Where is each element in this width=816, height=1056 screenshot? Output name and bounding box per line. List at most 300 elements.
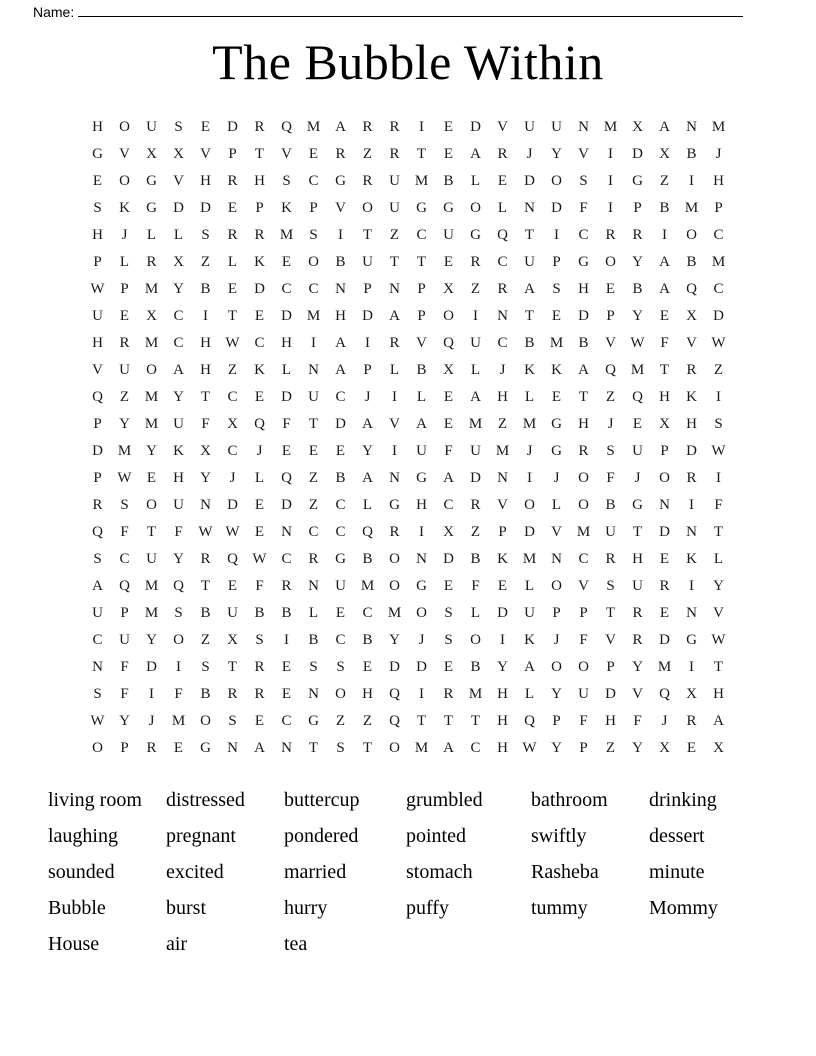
grid-letter[interactable]: L xyxy=(362,497,373,513)
grid-letter[interactable]: F xyxy=(633,713,642,729)
grid-letter[interactable]: Q xyxy=(497,227,508,243)
grid-letter[interactable]: K xyxy=(173,443,184,459)
grid-letter[interactable]: O xyxy=(416,605,427,621)
grid-letter[interactable]: U xyxy=(173,497,184,513)
grid-letter[interactable]: E xyxy=(119,308,130,324)
grid-letter[interactable]: E xyxy=(254,308,265,324)
grid-letter[interactable]: X xyxy=(443,362,454,378)
word-list-item[interactable]: excited xyxy=(166,861,224,883)
grid-letter[interactable]: G xyxy=(443,200,454,216)
grid-letter[interactable]: T xyxy=(443,713,454,729)
grid-letter[interactable]: F xyxy=(444,443,453,459)
grid-letter[interactable]: J xyxy=(607,416,614,432)
grid-letter[interactable]: B xyxy=(578,335,589,351)
grid-letter[interactable]: Y xyxy=(551,686,562,702)
grid-letter[interactable]: W xyxy=(630,335,645,351)
grid-letter[interactable]: D xyxy=(524,524,535,540)
grid-letter[interactable]: K xyxy=(524,632,535,648)
word-list-item[interactable]: puffy xyxy=(406,897,449,919)
grid-letter[interactable]: D xyxy=(227,119,238,135)
grid-letter[interactable]: F xyxy=(201,416,210,432)
grid-letter[interactable]: T xyxy=(524,227,535,243)
grid-letter[interactable]: D xyxy=(470,470,481,486)
grid-letter[interactable]: S xyxy=(201,227,210,243)
grid-letter[interactable]: E xyxy=(227,200,238,216)
grid-letter[interactable]: F xyxy=(120,524,129,540)
grid-letter[interactable]: O xyxy=(146,497,157,513)
grid-letter[interactable]: I xyxy=(662,227,667,243)
grid-letter[interactable]: A xyxy=(92,578,103,594)
word-list-item[interactable]: drinking xyxy=(649,789,717,811)
grid-letter[interactable]: E xyxy=(443,254,454,270)
grid-letter[interactable]: V xyxy=(497,119,508,135)
grid-letter[interactable]: I xyxy=(608,200,613,216)
grid-letter[interactable]: O xyxy=(578,497,589,513)
grid-letter[interactable]: C xyxy=(335,389,346,405)
grid-letter[interactable]: W xyxy=(252,551,267,567)
grid-letter[interactable]: E xyxy=(173,740,184,756)
grid-letter[interactable]: X xyxy=(173,146,184,162)
grid-letter[interactable]: W xyxy=(198,524,213,540)
grid-letter[interactable]: W xyxy=(90,281,105,297)
grid-letter[interactable]: I xyxy=(338,227,343,243)
grid-letter[interactable]: X xyxy=(227,632,238,648)
grid-letter[interactable]: S xyxy=(714,416,723,432)
grid-letter[interactable]: I xyxy=(149,686,154,702)
grid-letter[interactable]: A xyxy=(470,389,481,405)
grid-letter[interactable]: X xyxy=(713,740,724,756)
grid-letter[interactable]: N xyxy=(497,470,508,486)
grid-letter[interactable]: E xyxy=(254,389,265,405)
grid-letter[interactable]: F xyxy=(660,335,669,351)
grid-letter[interactable]: Q xyxy=(389,713,400,729)
grid-letter[interactable]: C xyxy=(281,281,292,297)
word-list-item[interactable]: buttercup xyxy=(284,789,360,811)
grid-letter[interactable]: R xyxy=(146,740,157,756)
grid-letter[interactable]: E xyxy=(308,146,319,162)
grid-letter[interactable]: A xyxy=(524,659,535,675)
grid-letter[interactable]: N xyxy=(686,524,697,540)
grid-letter[interactable]: K xyxy=(254,254,265,270)
grid-letter[interactable]: E xyxy=(335,605,346,621)
grid-letter[interactable]: M xyxy=(630,362,645,378)
grid-letter[interactable]: C xyxy=(335,632,346,648)
grid-letter[interactable]: K xyxy=(686,551,697,567)
grid-letter[interactable]: U xyxy=(524,254,535,270)
grid-letter[interactable]: J xyxy=(553,470,560,486)
grid-letter[interactable]: F xyxy=(579,200,588,216)
word-list-item[interactable]: married xyxy=(284,861,347,883)
grid-letter[interactable]: C xyxy=(308,281,319,297)
grid-letter[interactable]: S xyxy=(93,200,102,216)
grid-letter[interactable]: R xyxy=(497,281,508,297)
grid-letter[interactable]: I xyxy=(284,632,289,648)
grid-letter[interactable]: M xyxy=(711,254,726,270)
grid-letter[interactable]: H xyxy=(713,173,724,189)
grid-letter[interactable]: M xyxy=(468,686,483,702)
grid-letter[interactable]: H xyxy=(713,686,724,702)
grid-letter[interactable]: A xyxy=(443,740,454,756)
grid-letter[interactable]: C xyxy=(92,632,103,648)
grid-letter[interactable]: I xyxy=(689,173,694,189)
grid-letter[interactable]: A xyxy=(578,362,589,378)
grid-letter[interactable]: Q xyxy=(92,389,103,405)
grid-letter[interactable]: I xyxy=(419,119,424,135)
grid-letter[interactable]: H xyxy=(200,335,211,351)
word-list-item[interactable]: swiftly xyxy=(531,825,587,847)
grid-letter[interactable]: V xyxy=(173,173,184,189)
grid-letter[interactable]: K xyxy=(254,362,265,378)
grid-letter[interactable]: W xyxy=(117,470,132,486)
grid-letter[interactable]: E xyxy=(605,281,616,297)
grid-letter[interactable]: V xyxy=(578,146,589,162)
grid-letter[interactable]: O xyxy=(605,254,616,270)
grid-letter[interactable]: R xyxy=(227,173,238,189)
grid-letter[interactable]: T xyxy=(308,740,319,756)
grid-letter[interactable]: N xyxy=(308,578,319,594)
grid-letter[interactable]: M xyxy=(549,335,564,351)
grid-letter[interactable]: A xyxy=(254,740,265,756)
grid-letter[interactable]: A xyxy=(659,254,670,270)
grid-letter[interactable]: M xyxy=(495,443,510,459)
grid-letter[interactable]: T xyxy=(416,146,427,162)
grid-letter[interactable]: T xyxy=(713,524,724,540)
grid-letter[interactable]: U xyxy=(443,227,454,243)
grid-letter[interactable]: G xyxy=(416,470,427,486)
grid-letter[interactable]: I xyxy=(419,686,424,702)
grid-letter[interactable]: Q xyxy=(524,713,535,729)
grid-letter[interactable]: X xyxy=(227,416,238,432)
grid-letter[interactable]: N xyxy=(416,551,427,567)
grid-letter[interactable]: S xyxy=(309,659,318,675)
word-list-item[interactable]: sounded xyxy=(48,861,115,883)
grid-letter[interactable]: H xyxy=(686,416,697,432)
grid-letter[interactable]: J xyxy=(526,146,533,162)
grid-letter[interactable]: M xyxy=(306,308,321,324)
grid-letter[interactable]: U xyxy=(119,632,130,648)
grid-letter[interactable]: U xyxy=(146,119,157,135)
grid-letter[interactable]: E xyxy=(443,119,454,135)
grid-letter[interactable]: F xyxy=(120,659,129,675)
grid-letter[interactable]: W xyxy=(711,335,726,351)
grid-letter[interactable]: Q xyxy=(443,335,454,351)
grid-letter[interactable]: H xyxy=(578,416,589,432)
grid-letter[interactable]: R xyxy=(281,578,292,594)
grid-letter[interactable]: P xyxy=(309,200,318,216)
grid-letter[interactable]: M xyxy=(684,200,699,216)
grid-letter[interactable]: M xyxy=(144,578,159,594)
grid-letter[interactable]: T xyxy=(146,524,157,540)
grid-letter[interactable]: C xyxy=(470,740,481,756)
grid-letter[interactable]: U xyxy=(92,605,103,621)
grid-letter[interactable]: Z xyxy=(497,416,508,432)
grid-letter[interactable]: P xyxy=(93,416,102,432)
grid-letter[interactable]: O xyxy=(362,200,373,216)
grid-letter[interactable]: R xyxy=(146,254,157,270)
grid-letter[interactable]: G xyxy=(416,578,427,594)
grid-letter[interactable]: V xyxy=(389,416,400,432)
grid-letter[interactable]: E xyxy=(281,443,292,459)
grid-letter[interactable]: F xyxy=(120,686,129,702)
grid-letter[interactable]: W xyxy=(225,524,240,540)
word-list-item[interactable]: grumbled xyxy=(406,789,483,811)
grid-letter[interactable]: O xyxy=(389,578,400,594)
grid-letter[interactable]: N xyxy=(389,281,400,297)
grid-letter[interactable]: R xyxy=(308,551,319,567)
grid-letter[interactable]: C xyxy=(281,551,292,567)
grid-letter[interactable]: L xyxy=(173,227,184,243)
grid-letter[interactable]: A xyxy=(713,713,724,729)
grid-letter[interactable]: S xyxy=(552,281,561,297)
grid-letter[interactable]: I xyxy=(392,443,397,459)
grid-letter[interactable]: N xyxy=(578,119,589,135)
grid-letter[interactable]: U xyxy=(416,443,427,459)
grid-letter[interactable]: I xyxy=(554,227,559,243)
grid-letter[interactable]: Q xyxy=(254,416,265,432)
grid-letter[interactable]: D xyxy=(362,308,373,324)
grid-letter[interactable]: D xyxy=(92,443,103,459)
grid-letter[interactable]: P xyxy=(363,281,372,297)
grid-letter[interactable]: C xyxy=(578,551,589,567)
grid-letter[interactable]: B xyxy=(200,281,211,297)
grid-letter[interactable]: S xyxy=(174,119,183,135)
grid-letter[interactable]: M xyxy=(279,227,294,243)
grid-letter[interactable]: D xyxy=(686,443,697,459)
grid-letter[interactable]: Y xyxy=(551,740,562,756)
grid-letter[interactable]: Z xyxy=(470,281,481,297)
grid-letter[interactable]: R xyxy=(686,362,697,378)
grid-letter[interactable]: B xyxy=(281,605,292,621)
grid-letter[interactable]: U xyxy=(227,605,238,621)
grid-letter[interactable]: Y xyxy=(362,443,373,459)
grid-letter[interactable]: S xyxy=(201,659,210,675)
grid-letter[interactable]: J xyxy=(229,470,236,486)
grid-letter[interactable]: I xyxy=(608,173,613,189)
grid-letter[interactable]: P xyxy=(120,740,129,756)
grid-letter[interactable]: D xyxy=(281,497,292,513)
grid-letter[interactable]: M xyxy=(360,578,375,594)
grid-letter[interactable]: M xyxy=(144,416,159,432)
grid-letter[interactable]: E xyxy=(659,605,670,621)
word-list-item[interactable]: House xyxy=(48,933,100,955)
grid-letter[interactable]: R xyxy=(632,605,643,621)
grid-letter[interactable]: C xyxy=(713,281,724,297)
grid-letter[interactable]: H xyxy=(416,497,427,513)
grid-letter[interactable]: M xyxy=(603,119,618,135)
grid-letter[interactable]: Y xyxy=(632,659,643,675)
grid-letter[interactable]: S xyxy=(282,173,291,189)
grid-letter[interactable]: D xyxy=(200,200,211,216)
grid-letter[interactable]: P xyxy=(633,200,642,216)
grid-letter[interactable]: Y xyxy=(389,632,400,648)
grid-letter[interactable]: M xyxy=(468,416,483,432)
grid-letter[interactable]: B xyxy=(416,362,427,378)
grid-letter[interactable]: P xyxy=(552,605,561,621)
grid-letter[interactable]: D xyxy=(551,200,562,216)
grid-letter[interactable]: R xyxy=(362,173,373,189)
grid-letter[interactable]: I xyxy=(176,659,181,675)
grid-letter[interactable]: B xyxy=(605,497,616,513)
grid-letter[interactable]: B xyxy=(335,254,346,270)
grid-letter[interactable]: E xyxy=(254,497,265,513)
grid-letter[interactable]: R xyxy=(443,686,454,702)
grid-letter[interactable]: Y xyxy=(173,389,184,405)
grid-letter[interactable]: Y xyxy=(200,470,211,486)
grid-letter[interactable]: P xyxy=(120,281,129,297)
grid-letter[interactable]: R xyxy=(200,551,211,567)
grid-letter[interactable]: C xyxy=(308,173,319,189)
grid-letter[interactable]: H xyxy=(92,119,103,135)
grid-letter[interactable]: P xyxy=(228,146,237,162)
grid-letter[interactable]: I xyxy=(689,578,694,594)
grid-letter[interactable]: S xyxy=(336,659,345,675)
grid-letter[interactable]: Y xyxy=(119,713,130,729)
grid-letter[interactable]: U xyxy=(335,578,346,594)
grid-letter[interactable]: B xyxy=(443,173,454,189)
grid-letter[interactable]: L xyxy=(227,254,238,270)
grid-letter[interactable]: B xyxy=(200,605,211,621)
grid-letter[interactable]: H xyxy=(605,713,616,729)
grid-letter[interactable]: D xyxy=(659,632,670,648)
grid-letter[interactable]: R xyxy=(227,227,238,243)
grid-letter[interactable]: S xyxy=(309,227,318,243)
word-list-item[interactable]: dessert xyxy=(649,825,705,847)
grid-letter[interactable]: F xyxy=(174,686,183,702)
grid-letter[interactable]: Y xyxy=(632,254,643,270)
grid-letter[interactable]: N xyxy=(686,119,697,135)
word-list-item[interactable]: distressed xyxy=(166,789,245,811)
grid-letter[interactable]: H xyxy=(200,173,211,189)
grid-letter[interactable]: C xyxy=(335,497,346,513)
grid-letter[interactable]: B xyxy=(659,200,670,216)
grid-letter[interactable]: G xyxy=(551,443,562,459)
grid-letter[interactable]: D xyxy=(632,146,643,162)
grid-letter[interactable]: F xyxy=(579,632,588,648)
grid-letter[interactable]: K xyxy=(281,200,292,216)
grid-letter[interactable]: Q xyxy=(92,524,103,540)
grid-letter[interactable]: D xyxy=(389,659,400,675)
word-list-item[interactable]: Bubble xyxy=(48,897,106,919)
grid-letter[interactable]: T xyxy=(200,389,211,405)
grid-letter[interactable]: B xyxy=(308,632,319,648)
grid-letter[interactable]: L xyxy=(389,362,400,378)
grid-letter[interactable]: I xyxy=(500,632,505,648)
grid-letter[interactable]: V xyxy=(416,335,427,351)
grid-letter[interactable]: C xyxy=(173,335,184,351)
grid-letter[interactable]: L xyxy=(119,254,130,270)
grid-letter[interactable]: U xyxy=(551,119,562,135)
grid-letter[interactable]: Y xyxy=(146,632,157,648)
grid-letter[interactable]: R xyxy=(389,524,400,540)
grid-letter[interactable]: H xyxy=(254,173,265,189)
grid-letter[interactable]: L xyxy=(713,551,724,567)
grid-letter[interactable]: X xyxy=(659,740,670,756)
grid-letter[interactable]: K xyxy=(119,200,130,216)
grid-letter[interactable]: H xyxy=(632,551,643,567)
grid-letter[interactable]: N xyxy=(389,470,400,486)
grid-letter[interactable]: O xyxy=(389,740,400,756)
grid-letter[interactable]: Y xyxy=(551,146,562,162)
grid-letter[interactable]: E xyxy=(497,578,508,594)
grid-letter[interactable]: R xyxy=(254,686,265,702)
grid-letter[interactable]: H xyxy=(497,740,508,756)
grid-letter[interactable]: P xyxy=(606,659,615,675)
grid-letter[interactable]: L xyxy=(254,470,265,486)
grid-letter[interactable]: O xyxy=(389,551,400,567)
grid-letter[interactable]: M xyxy=(144,335,159,351)
grid-letter[interactable]: O xyxy=(308,254,319,270)
grid-letter[interactable]: E xyxy=(200,119,211,135)
grid-letter[interactable]: P xyxy=(363,362,372,378)
grid-letter[interactable]: E xyxy=(443,146,454,162)
grid-letter[interactable]: H xyxy=(200,362,211,378)
grid-letter[interactable]: E xyxy=(254,713,265,729)
grid-letter[interactable]: O xyxy=(92,740,103,756)
grid-letter[interactable]: F xyxy=(282,416,291,432)
grid-letter[interactable]: L xyxy=(470,173,481,189)
word-list-item[interactable]: burst xyxy=(166,897,206,919)
grid-letter[interactable]: V xyxy=(632,686,643,702)
grid-letter[interactable]: G xyxy=(686,632,697,648)
grid-letter[interactable]: P xyxy=(579,605,588,621)
grid-letter[interactable]: G xyxy=(200,740,211,756)
grid-letter[interactable]: N xyxy=(335,281,346,297)
grid-letter[interactable]: S xyxy=(444,605,453,621)
grid-letter[interactable]: D xyxy=(281,308,292,324)
word-list-item[interactable]: air xyxy=(166,933,188,955)
grid-letter[interactable]: V xyxy=(200,146,211,162)
grid-letter[interactable]: Y xyxy=(173,281,184,297)
grid-letter[interactable]: G xyxy=(578,254,589,270)
grid-letter[interactable]: O xyxy=(119,119,130,135)
grid-letter[interactable]: G xyxy=(416,200,427,216)
grid-letter[interactable]: D xyxy=(281,389,292,405)
grid-letter[interactable]: K xyxy=(497,551,508,567)
grid-letter[interactable]: M xyxy=(387,605,402,621)
grid-letter[interactable]: N xyxy=(659,497,670,513)
grid-letter[interactable]: U xyxy=(632,443,643,459)
grid-letter[interactable]: A xyxy=(470,146,481,162)
grid-letter[interactable]: G xyxy=(389,497,400,513)
word-list-item[interactable]: minute xyxy=(649,861,705,883)
grid-letter[interactable]: I xyxy=(716,389,721,405)
grid-letter[interactable]: I xyxy=(392,389,397,405)
grid-letter[interactable]: Z xyxy=(308,470,319,486)
grid-letter[interactable]: U xyxy=(605,524,616,540)
grid-letter[interactable]: A xyxy=(335,362,346,378)
grid-letter[interactable]: E xyxy=(281,686,292,702)
grid-letter[interactable]: U xyxy=(119,362,130,378)
grid-letter[interactable]: E xyxy=(659,308,670,324)
grid-letter[interactable]: U xyxy=(524,605,535,621)
grid-letter[interactable]: O xyxy=(551,578,562,594)
grid-letter[interactable]: M xyxy=(144,389,159,405)
grid-letter[interactable]: D xyxy=(605,686,616,702)
grid-letter[interactable]: M xyxy=(576,524,591,540)
grid-letter[interactable]: T xyxy=(200,578,211,594)
grid-letter[interactable]: L xyxy=(470,362,481,378)
grid-letter[interactable]: B xyxy=(335,470,346,486)
grid-letter[interactable]: E xyxy=(659,551,670,567)
grid-letter[interactable]: J xyxy=(715,146,722,162)
grid-letter[interactable]: B xyxy=(686,254,697,270)
word-list-item[interactable]: pondered xyxy=(284,825,359,847)
grid-letter[interactable]: O xyxy=(119,173,130,189)
grid-letter[interactable]: T xyxy=(362,227,373,243)
grid-letter[interactable]: V xyxy=(92,362,103,378)
grid-letter[interactable]: R xyxy=(605,551,616,567)
grid-letter[interactable]: J xyxy=(553,632,560,648)
